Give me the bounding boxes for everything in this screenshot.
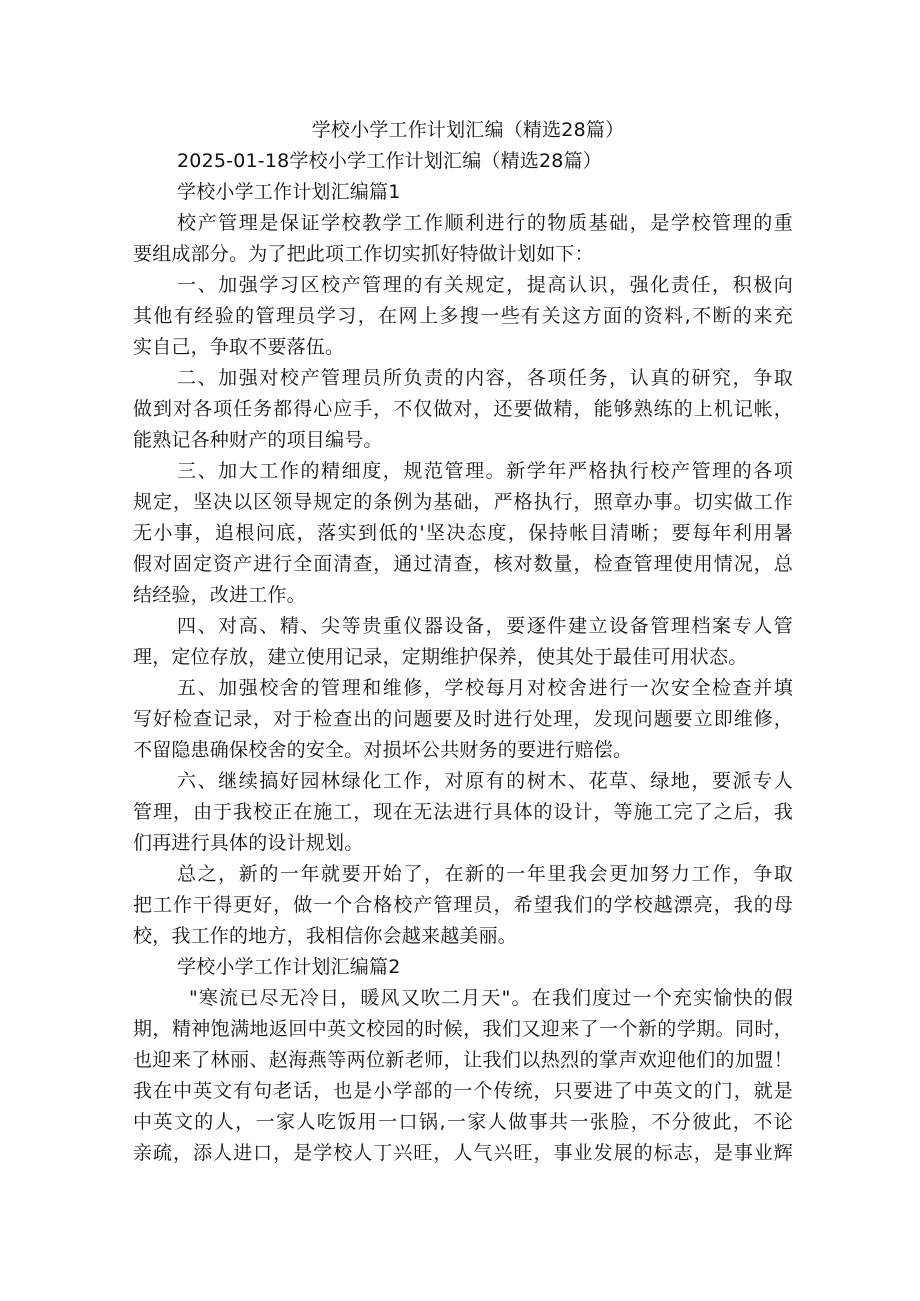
section-heading-2: 学校小学工作计划汇编篇2 [177, 956, 401, 978]
paragraph-line: 把工作干得更好，做一个合格校产管理员，希望我们的学校越漂亮，我的母 [133, 894, 793, 916]
paragraph-line: 规定，坚决以区领导规定的条例为基础，严格执行，照章办事。切实做工作 [133, 491, 793, 513]
paragraph-line: 一、加强学习区校产管理的有关规定，提高认识，强化责任，积极向 [177, 274, 793, 296]
paragraph-line: 写好检查记录，对于检查出的问题要及时进行处理，发现问题要立即维修， [133, 708, 793, 730]
paragraph-line: 假对固定资产进行全面清查，通过清查，核对数量，检查管理使用情况，总 [133, 553, 793, 575]
paragraph-line: 实自己，争取不要落伍。 [133, 336, 345, 358]
document-title: 学校小学工作计划汇编（精选28篇） [311, 119, 625, 141]
paragraph-line: 期，精神饱满地返回中英文校园的时候，我们又迎来了一个新的学期。同时， [133, 1018, 793, 1040]
paragraph-line: 二、加强对校产管理员所负责的内容，各项任务，认真的研究，争取 [177, 367, 793, 389]
paragraph-line: 总之，新的一年就要开始了，在新的一年里我会更加努力工作，争取 [177, 863, 793, 885]
section-heading-1: 学校小学工作计划汇编篇1 [177, 181, 401, 203]
paragraph-line: 校，我工作的地方，我相信你会越来越美丽。 [133, 925, 518, 947]
paragraph-line: 理，定位存放，建立使用记录，定期维护保养，使其处于最佳可用状态。 [133, 646, 748, 668]
paragraph-line: 无小事，追根问底，落实到低的'坚决态度，保持帐目清晰；要每年利用暑 [133, 522, 793, 544]
paragraph-line: 也迎来了林丽、赵海燕等两位新老师，让我们以热烈的掌声欢迎他们的加盟！ [133, 1049, 793, 1071]
paragraph-line: 我在中英文有句老话，也是小学部的一个传统，只要进了中英文的门，就是 [133, 1080, 793, 1102]
paragraph-line: 五、加强校舍的管理和维修，学校每月对校舍进行一次安全检查并填 [177, 677, 793, 699]
paragraph-line: 三、加大工作的精细度，规范管理。新学年严格执行校产管理的各项 [177, 460, 793, 482]
date-line: 2025-01-18学校小学工作计划汇编（精选28篇） [177, 150, 602, 172]
paragraph-line: 四、对高、精、尖等贵重仪器设备，要逐件建立设备管理档案专人管 [177, 615, 793, 637]
paragraph-line: 其他有经验的管理员学习，在网上多搜一些有关这方面的资料,不断的来充 [133, 305, 793, 327]
paragraph-line: "寒流已尽无冷日，暖风又吹二月天"。在我们度过一个充实愉快的假 [189, 987, 793, 1009]
paragraph-line: 做到对各项任务都得心应手，不仅做对，还要做精，能够熟练的上机记帐， [133, 398, 793, 420]
paragraph-line: 们再进行具体的设计规划。 [133, 832, 364, 854]
paragraph-line: 不留隐患确保校舍的安全。对损坏公共财务的要进行赔偿。 [133, 739, 633, 761]
document-body [133, 115, 793, 1169]
paragraph-line: 管理，由于我校正在施工，现在无法进行具体的设计，等施工完了之后，我 [133, 801, 793, 823]
paragraph-line: 亲疏，添人进口，是学校人丁兴旺，人气兴旺，事业发展的标志，是事业辉 [133, 1142, 793, 1164]
paragraph-line: 六、继续搞好园林绿化工作，对原有的树木、花草、绿地，要派专人 [177, 770, 793, 792]
paragraph-line: 结经验，改进工作。 [133, 584, 306, 606]
paragraph-line: 校产管理是保证学校教学工作顺利进行的物质基础，是学校管理的重 [177, 212, 793, 234]
paragraph-line: 能熟记各种财产的项目编号。 [133, 429, 383, 451]
paragraph-line: 要组成部分。为了把此项工作切实抓好特做计划如下： [133, 243, 594, 265]
paragraph-line: 中英文的人，一家人吃饭用一口锅,一家人做事共一张脸，不分彼此，不论 [133, 1111, 793, 1133]
